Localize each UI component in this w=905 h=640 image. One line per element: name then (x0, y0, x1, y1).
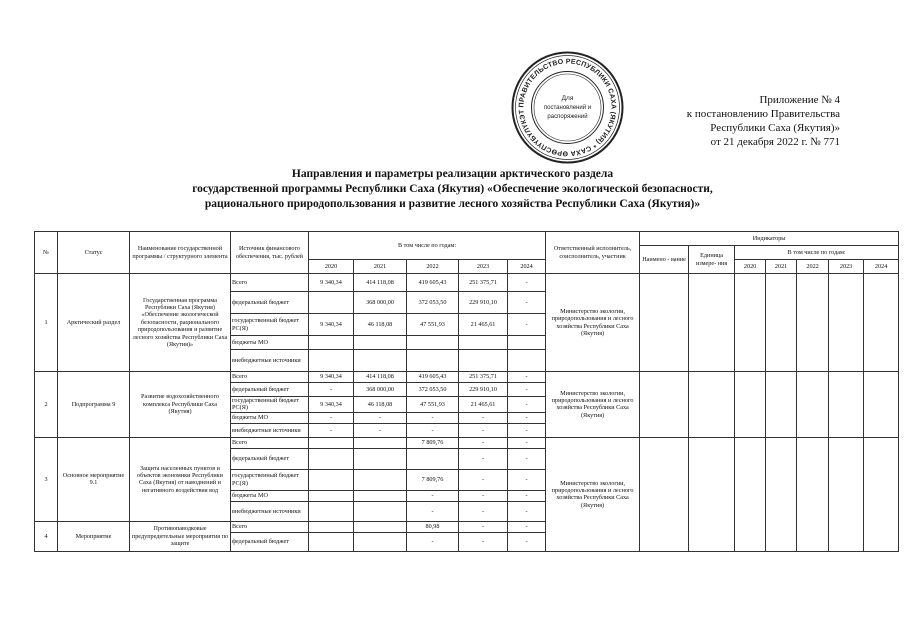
indicator-cell (829, 437, 864, 551)
row-value-2020 (309, 292, 354, 314)
row-value-2024: - (508, 292, 546, 314)
row-value-2022: 419 605,43 (407, 372, 459, 383)
row-value-2021 (354, 448, 407, 469)
appendix-header (600, 93, 840, 149)
row-value-2020 (309, 490, 354, 501)
row-num: 4 (35, 521, 58, 551)
row-value-2020 (309, 437, 354, 448)
header-ind-unit: Единица измере- ния (689, 246, 735, 274)
row-value-2023: 229 910,10 (459, 383, 508, 397)
row-value-2022: 419 605,43 (407, 274, 459, 292)
row-value-2024: - (508, 532, 546, 551)
indicator-cell (689, 372, 735, 438)
row-value-2022: 372 053,50 (407, 292, 459, 314)
indicator-cell (735, 372, 766, 438)
row-value-2024: - (508, 448, 546, 469)
row-value-2024: - (508, 437, 546, 448)
row-value-2024: - (508, 372, 546, 383)
row-value-2024: - (508, 423, 546, 437)
row-value-2021 (354, 437, 407, 448)
row-value-2023: - (459, 412, 508, 423)
row-value-2021: 414 118,08 (354, 274, 407, 292)
indicator-cell (766, 372, 797, 438)
row-value-2020 (309, 521, 354, 532)
seal-center-line-3: распоряжений (547, 114, 588, 120)
row-value-2020: 9 340,34 (309, 314, 354, 336)
title-line-2: государственной программы Республики Саха (Якутия) «Обеспечение экологической безопасности, (192, 183, 713, 195)
row-source: внебюджетные источники (231, 350, 309, 372)
ind-year-2021: 2021 (766, 260, 797, 274)
row-value-2022 (407, 336, 459, 350)
row-value-2023: - (459, 521, 508, 532)
ind-year-2024: 2024 (864, 260, 899, 274)
header-status: Статус (58, 232, 130, 274)
row-value-2020: 9 340,34 (309, 274, 354, 292)
header-name: Наименование государственной программы / структурного элемента (130, 232, 231, 274)
seal-center-line-2: постановлений и (543, 105, 592, 111)
row-source: бюджеты МО (231, 490, 309, 501)
document-title (40, 167, 865, 212)
row-value-2022: - (407, 423, 459, 437)
row-value-2021: 46 118,08 (354, 314, 407, 336)
row-value-2023: 229 910,10 (459, 292, 508, 314)
row-value-2023: 21 465,61 (459, 397, 508, 413)
row-num: 3 (35, 437, 58, 521)
header-source: Источник финансового обеспечения, тыс. рублей (231, 232, 309, 274)
row-value-2021 (354, 501, 407, 521)
header-ind-name: Наимено - вание (640, 246, 689, 274)
row-value-2022: 47 551,93 (407, 397, 459, 413)
indicator-cell (640, 437, 689, 551)
row-source: федеральный бюджет (231, 448, 309, 469)
ind-year-2023: 2023 (829, 260, 864, 274)
row-value-2022 (407, 448, 459, 469)
year-2023: 2023 (459, 260, 508, 274)
indicator-cell (864, 274, 899, 372)
row-value-2020 (309, 532, 354, 551)
ind-year-2020: 2020 (735, 260, 766, 274)
indicator-cell (864, 372, 899, 438)
row-value-2023: - (459, 501, 508, 521)
indicator-cell (766, 274, 797, 372)
row-status: Мероприятие (58, 521, 130, 551)
row-value-2023 (459, 336, 508, 350)
row-value-2020 (309, 350, 354, 372)
row-value-2021 (354, 490, 407, 501)
row-value-2021: 414 118,08 (354, 372, 407, 383)
row-value-2021 (354, 336, 407, 350)
row-source: бюджеты МО (231, 336, 309, 350)
row-value-2021: 368 000,00 (354, 292, 407, 314)
appendix-line-2: к постановлению Правительства (686, 108, 840, 120)
row-value-2021 (354, 350, 407, 372)
row-responsible: Министерство экологии, природопользования и лесного хозяйства Республики Саха (Якутия) (546, 437, 640, 551)
row-value-2022: 372 053,50 (407, 383, 459, 397)
seal-ring-text: ПРАВИТЕЛЬСТВО РЕСПУБЛИКИ САХА (ЯКУТИЯ) * САХА ӨРӨСПҮҮБҮЛҮКЭТ (518, 58, 617, 157)
row-value-2020 (309, 336, 354, 350)
row-value-2021 (354, 521, 407, 532)
appendix-line-3: Республики Саха (Якутия)» (710, 122, 840, 134)
row-value-2021: - (354, 412, 407, 423)
title-line-3: рационального природопользования и развитие лесного хозяйства Республики Саха (Якутия)» (204, 198, 701, 210)
row-value-2024: - (508, 521, 546, 532)
row-num: 2 (35, 372, 58, 438)
row-value-2020: 9 340,34 (309, 372, 354, 383)
row-value-2021 (354, 469, 407, 490)
ind-year-2022: 2022 (797, 260, 829, 274)
row-value-2023: - (459, 448, 508, 469)
seal-center-line-1: Для (561, 95, 574, 102)
row-value-2021: - (354, 423, 407, 437)
row-status: Арктический раздел (58, 274, 130, 372)
indicator-cell (797, 372, 829, 438)
row-value-2022: - (407, 501, 459, 521)
row-value-2022 (407, 350, 459, 372)
row-responsible: Министерство экологии, природопользования и лесного хозяйства Республики Саха (Якутия) (546, 372, 640, 438)
row-value-2020 (309, 469, 354, 490)
row-value-2024: - (508, 412, 546, 423)
row-value-2022: - (407, 532, 459, 551)
year-2020: 2020 (309, 260, 354, 274)
row-value-2024 (508, 350, 546, 372)
row-value-2024: - (508, 490, 546, 501)
year-2021: 2021 (354, 260, 407, 274)
row-value-2020: - (309, 423, 354, 437)
row-source: государственный бюджет РС(Я) (231, 397, 309, 413)
row-value-2020: 9 340,34 (309, 397, 354, 413)
row-name: Государственная программа Республики Саха (Якутия) «Обеспечение экологической безопасности, рационального природопользования и развитие лесного хозяйства Республики Саха (Якутия)» (130, 274, 231, 372)
row-source: федеральный бюджет (231, 383, 309, 397)
row-source: внебюджетные источники (231, 423, 309, 437)
row-value-2021: 368 000,00 (354, 383, 407, 397)
parameters-table (34, 231, 899, 552)
row-value-2022: - (407, 490, 459, 501)
header-indicators: Индикаторы (640, 232, 899, 246)
header-by-year: В том числе по годам: (309, 232, 546, 260)
row-source: Всего (231, 274, 309, 292)
indicator-cell (829, 372, 864, 438)
row-value-2023: - (459, 490, 508, 501)
row-value-2024: - (508, 274, 546, 292)
indicator-cell (766, 437, 797, 551)
table-body (35, 274, 899, 552)
row-source: федеральный бюджет (231, 532, 309, 551)
row-source: государственный бюджет РС(Я) (231, 469, 309, 490)
row-value-2023 (459, 350, 508, 372)
row-source: Всего (231, 372, 309, 383)
indicator-cell (640, 372, 689, 438)
row-name: Развитие водохозяйственного комплекса Республики Саха (Якутия) (130, 372, 231, 438)
indicator-cell (797, 274, 829, 372)
indicator-cell (689, 274, 735, 372)
row-value-2022: 47 551,93 (407, 314, 459, 336)
row-source: Всего (231, 437, 309, 448)
row-source: внебюджетные источники (231, 501, 309, 521)
row-value-2023: - (459, 423, 508, 437)
row-value-2024 (508, 336, 546, 350)
indicator-cell (689, 437, 735, 551)
row-value-2021 (354, 532, 407, 551)
table-row (35, 274, 899, 292)
row-source: Всего (231, 521, 309, 532)
row-value-2023: 21 465,61 (459, 314, 508, 336)
row-name: Противопаводковые предупредительные мероприятия по защите (130, 521, 231, 551)
row-status: Подпрограмма 9 (58, 372, 130, 438)
indicator-cell (735, 437, 766, 551)
row-value-2024: - (508, 501, 546, 521)
row-value-2022: - (407, 412, 459, 423)
row-name: Защита населенных пунктов и объектов экономики Республики Саха (Якутия) от наводнений и негативного воздействия вод (130, 437, 231, 521)
indicator-cell (797, 437, 829, 551)
row-value-2024: - (508, 469, 546, 490)
indicator-cell (735, 274, 766, 372)
row-value-2020: - (309, 383, 354, 397)
row-value-2023: - (459, 532, 508, 551)
header-responsible: Ответственный исполнитель, соисполнитель, участник (546, 232, 640, 274)
row-value-2023: - (459, 437, 508, 448)
row-value-2023: - (459, 469, 508, 490)
row-value-2024: - (508, 383, 546, 397)
row-value-2020 (309, 448, 354, 469)
row-value-2024: - (508, 314, 546, 336)
row-value-2024: - (508, 397, 546, 413)
row-value-2023: 251 375,71 (459, 274, 508, 292)
year-2024: 2024 (508, 260, 546, 274)
row-num: 1 (35, 274, 58, 372)
row-status: Основное мероприятие 9.1 (58, 437, 130, 521)
row-source: государственный бюджет РС(Я) (231, 314, 309, 336)
appendix-line-1: Приложение № 4 (759, 94, 840, 106)
row-responsible: Министерство экологии, природопользования и лесного хозяйства Республики Саха (Якутия) (546, 274, 640, 372)
header-ind-by-year: В том числе по годам: (735, 246, 899, 260)
row-value-2022: 7 809,76 (407, 437, 459, 448)
indicator-cell (829, 274, 864, 372)
year-2022: 2022 (407, 260, 459, 274)
header-num: № (35, 232, 58, 274)
row-value-2022: 80,98 (407, 521, 459, 532)
row-value-2020: - (309, 412, 354, 423)
row-value-2023: 251 375,71 (459, 372, 508, 383)
table-row (35, 437, 899, 448)
row-value-2022: 7 809,76 (407, 469, 459, 490)
title-line-1: Направления и параметры реализации арктического раздела (291, 168, 614, 180)
appendix-line-4: от 21 декабря 2022 г. № 771 (710, 136, 840, 148)
indicator-cell (640, 274, 689, 372)
row-source: бюджеты МО (231, 412, 309, 423)
row-source: федеральный бюджет (231, 292, 309, 314)
row-value-2020 (309, 501, 354, 521)
row-value-2021: 46 118,08 (354, 397, 407, 413)
table-row (35, 372, 899, 383)
indicator-cell (864, 437, 899, 551)
